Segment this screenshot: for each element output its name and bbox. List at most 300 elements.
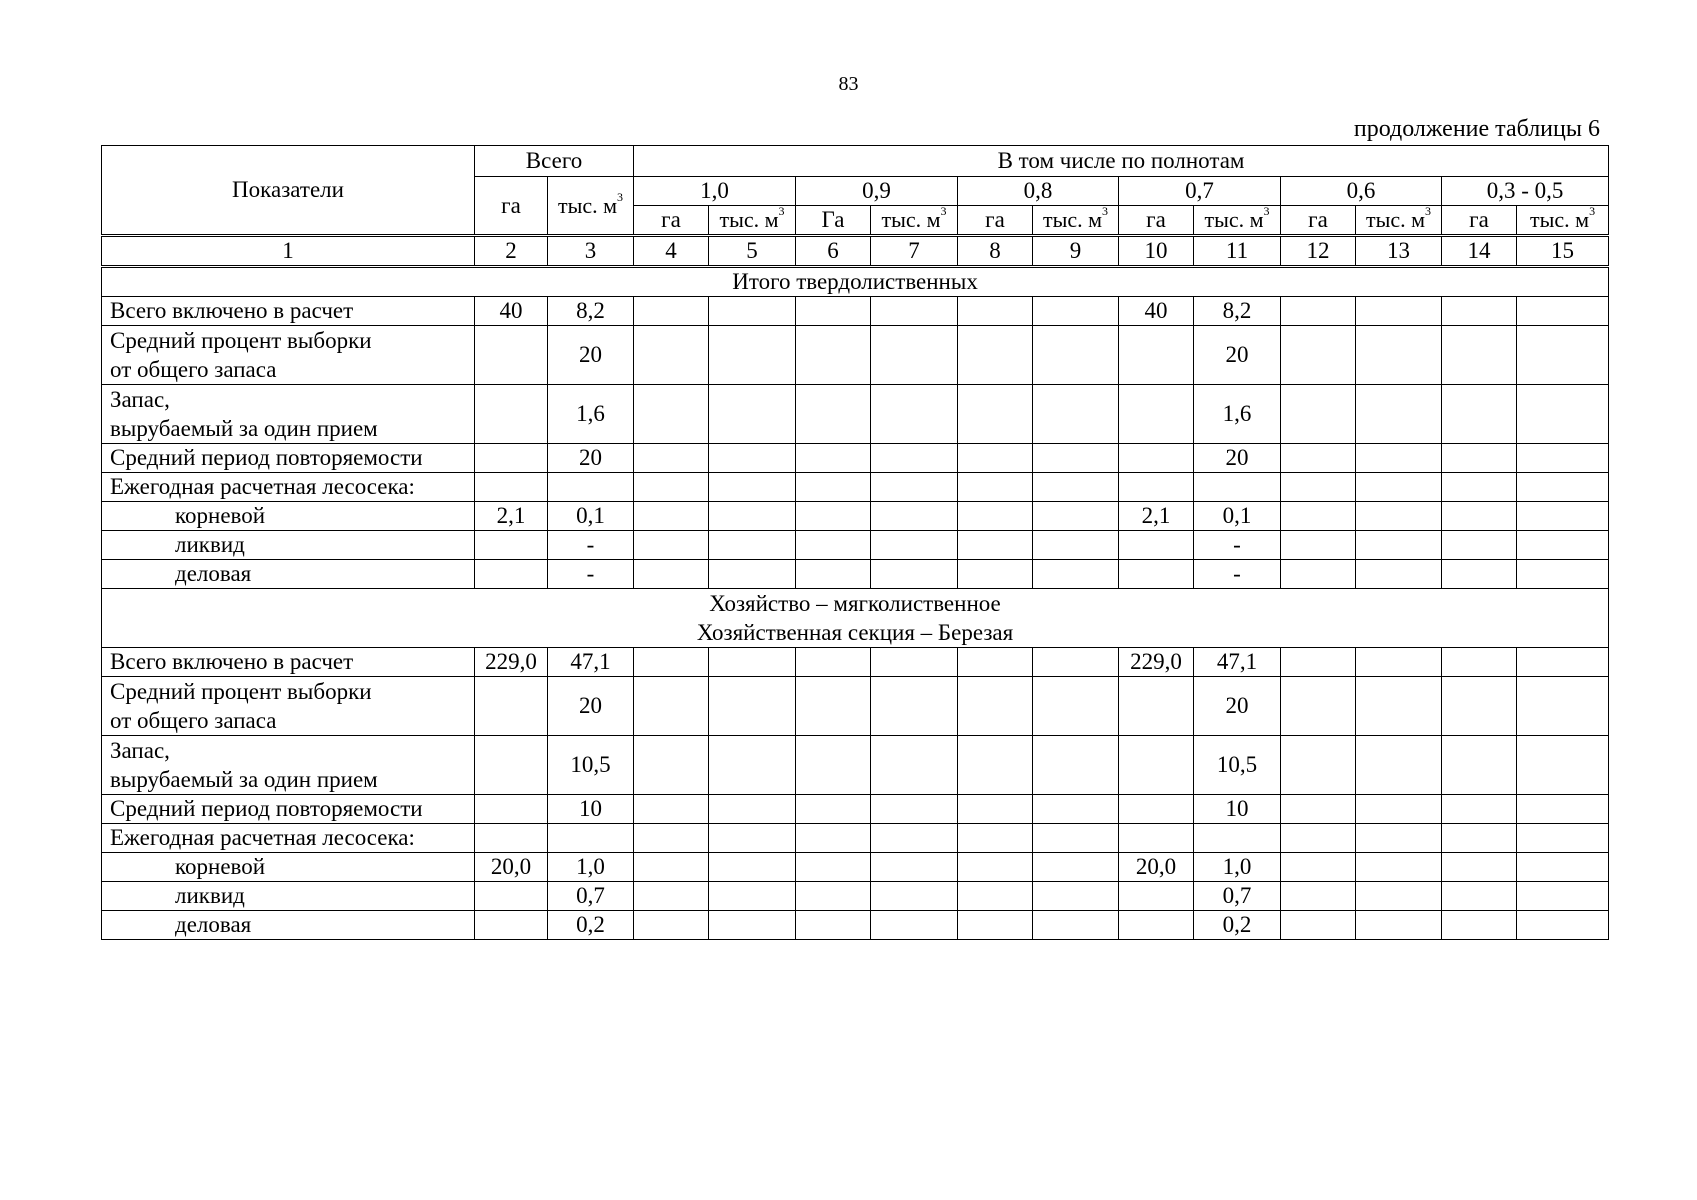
table-cell — [1517, 297, 1609, 326]
table-cell: 1,0 — [1194, 853, 1281, 882]
table-cell — [1194, 473, 1281, 502]
table-cell — [1442, 297, 1517, 326]
row-label: Всего включено в расчет — [102, 648, 475, 677]
section-title — [102, 589, 1609, 648]
table-cell — [1442, 326, 1517, 385]
table-cell — [796, 502, 871, 531]
table-cell — [1119, 824, 1194, 853]
table-cell — [1119, 560, 1194, 589]
column-number: 13 — [1356, 236, 1442, 267]
table-cell: 0,7 — [548, 882, 634, 911]
table-cell — [1442, 677, 1517, 736]
row-label: Ежегодная расчетная лесосека: — [102, 473, 475, 502]
table-row — [102, 648, 1609, 677]
table-cell — [796, 297, 871, 326]
column-number: 7 — [871, 236, 958, 267]
table-cell — [1517, 736, 1609, 795]
table-cell — [1281, 882, 1356, 911]
table-cell — [1442, 795, 1517, 824]
table-cell — [1442, 736, 1517, 795]
table-cell: 2,1 — [1119, 502, 1194, 531]
table-cell — [1517, 531, 1609, 560]
table-cell — [958, 297, 1033, 326]
row-label: Средний период повторяемости — [102, 795, 475, 824]
table-cell — [958, 473, 1033, 502]
density-header: 1,0 — [634, 177, 796, 206]
table-cell — [634, 560, 709, 589]
table-cell — [1356, 560, 1442, 589]
table-cell — [709, 882, 796, 911]
table-cell — [634, 502, 709, 531]
table-cell — [634, 297, 709, 326]
table-cell — [958, 795, 1033, 824]
section-title-text: Итого твердолиственных — [732, 269, 978, 294]
table-cell — [796, 385, 871, 444]
table-cell — [1033, 648, 1119, 677]
table-cell — [1356, 444, 1442, 473]
table-cell — [796, 326, 871, 385]
table-cell — [1517, 502, 1609, 531]
table-cell — [1033, 297, 1119, 326]
table-cell — [871, 385, 958, 444]
section-header-row — [102, 267, 1609, 297]
page-number: 83 — [838, 73, 859, 95]
table-cell: - — [1194, 560, 1281, 589]
row-label: корневой — [102, 502, 475, 531]
section-header-row — [102, 589, 1609, 648]
table-row — [102, 502, 1609, 531]
table-cell — [709, 502, 796, 531]
table-cell — [958, 824, 1033, 853]
table-cell — [1517, 473, 1609, 502]
table-cell — [548, 473, 634, 502]
table-cell — [796, 795, 871, 824]
table-cell: 20,0 — [1119, 853, 1194, 882]
table-cell — [1033, 853, 1119, 882]
table-cell — [1356, 385, 1442, 444]
table-cell — [1033, 824, 1119, 853]
table-cell — [475, 677, 548, 736]
table-cell — [634, 882, 709, 911]
row-label: ликвид — [102, 531, 475, 560]
table-cell — [634, 385, 709, 444]
table-cell — [1119, 736, 1194, 795]
row-label: Средний процент выборки от общего запаса — [102, 326, 475, 385]
table-cell — [634, 824, 709, 853]
table-cell — [871, 297, 958, 326]
table-cell — [796, 531, 871, 560]
table-cell — [709, 473, 796, 502]
table-row — [102, 560, 1609, 589]
table-cell — [958, 444, 1033, 473]
table-cell — [958, 560, 1033, 589]
column-number: 14 — [1442, 236, 1517, 267]
table-cell: 10 — [548, 795, 634, 824]
table-cell — [1033, 560, 1119, 589]
row-label: деловая — [102, 911, 475, 940]
table-row — [102, 444, 1609, 473]
table-cell — [1517, 385, 1609, 444]
table-cell — [1442, 473, 1517, 502]
table-cell: 40 — [475, 297, 548, 326]
table-cell: 8,2 — [548, 297, 634, 326]
table-cell — [1356, 824, 1442, 853]
table-cell — [958, 648, 1033, 677]
table-cell — [1281, 560, 1356, 589]
table-cell — [1033, 473, 1119, 502]
table-cell — [958, 502, 1033, 531]
table-cell — [1033, 911, 1119, 940]
table-cell — [475, 531, 548, 560]
table-cell: - — [1194, 531, 1281, 560]
table-cell — [871, 502, 958, 531]
table-cell — [475, 385, 548, 444]
table-row — [102, 326, 1609, 385]
table-cell — [634, 795, 709, 824]
table-cell — [1442, 502, 1517, 531]
table-cell — [548, 824, 634, 853]
table-header — [102, 146, 1609, 267]
table-cell — [634, 911, 709, 940]
table-cell — [709, 795, 796, 824]
column-number-row — [102, 236, 1609, 267]
table-cell: - — [548, 531, 634, 560]
column-number: 9 — [1033, 236, 1119, 267]
table-cell: 1,6 — [1194, 385, 1281, 444]
table-cell — [1517, 882, 1609, 911]
row-label: Запас, вырубаемый за один прием — [102, 736, 475, 795]
table-cell — [871, 677, 958, 736]
column-number: 11 — [1194, 236, 1281, 267]
table-cell — [958, 736, 1033, 795]
table-cell — [796, 648, 871, 677]
table-cell: 47,1 — [1194, 648, 1281, 677]
unit-volume-header: тыс. $м^3$ — [871, 206, 958, 236]
column-number: 2 — [475, 236, 548, 267]
table-cell — [634, 444, 709, 473]
table-cell — [796, 853, 871, 882]
table-cell — [1033, 677, 1119, 736]
table-cell — [1517, 326, 1609, 385]
table-cell — [871, 648, 958, 677]
table-cell — [1517, 853, 1609, 882]
table-cell — [1281, 824, 1356, 853]
table-cell — [1281, 853, 1356, 882]
table-cell — [958, 326, 1033, 385]
table-cell — [796, 824, 871, 853]
table-row — [102, 531, 1609, 560]
table-cell: 20 — [1194, 326, 1281, 385]
unit-ha-header: га — [1119, 206, 1194, 236]
table-cell: 20 — [1194, 444, 1281, 473]
row-label: Всего включено в расчет — [102, 297, 475, 326]
table-cell — [1033, 882, 1119, 911]
table-cell — [1119, 795, 1194, 824]
table-cell — [1281, 795, 1356, 824]
column-number: 5 — [709, 236, 796, 267]
table-body — [102, 267, 1609, 940]
density-table — [101, 145, 1609, 940]
table-cell — [634, 736, 709, 795]
table-cell: 20 — [548, 444, 634, 473]
table-cell: 1,0 — [548, 853, 634, 882]
table-cell — [1356, 853, 1442, 882]
table-cell: 10 — [1194, 795, 1281, 824]
unit-volume-header: тыс. $м^3$ — [709, 206, 796, 236]
column-number: 1 — [102, 236, 475, 267]
table-cell — [1119, 531, 1194, 560]
table-cell — [709, 444, 796, 473]
table-cell — [1119, 882, 1194, 911]
table-cell — [475, 560, 548, 589]
row-label: Запас, вырубаемый за один прием — [102, 385, 475, 444]
unit-volume-header: тыс. $м^3$ — [1356, 206, 1442, 236]
table-cell — [1356, 297, 1442, 326]
table-cell — [1033, 736, 1119, 795]
table-cell — [475, 736, 548, 795]
table-cell — [1356, 736, 1442, 795]
table-cell — [871, 444, 958, 473]
table-cell — [634, 326, 709, 385]
table-cell — [1517, 911, 1609, 940]
table-cell — [1356, 531, 1442, 560]
table-cell — [958, 911, 1033, 940]
table-cell — [871, 882, 958, 911]
table-cell — [1517, 677, 1609, 736]
table-cell — [634, 853, 709, 882]
table-cell: 40 — [1119, 297, 1194, 326]
unit-ha-header: Га — [796, 206, 871, 236]
table-cell — [1442, 444, 1517, 473]
table-cell — [958, 882, 1033, 911]
table-cell: 10,5 — [1194, 736, 1281, 795]
table-cell — [1356, 648, 1442, 677]
table-row — [102, 736, 1609, 795]
table-cell: 0,7 — [1194, 882, 1281, 911]
table-cell — [871, 326, 958, 385]
table-cell: 20 — [548, 677, 634, 736]
table-cell — [1281, 326, 1356, 385]
table-cell — [475, 911, 548, 940]
density-header: 0,6 — [1281, 177, 1442, 206]
table-cell — [1033, 385, 1119, 444]
table-cell — [634, 677, 709, 736]
table-cell — [1119, 473, 1194, 502]
table-cell — [1281, 648, 1356, 677]
unit-ha-header: га — [958, 206, 1033, 236]
table-cell — [1356, 911, 1442, 940]
table-row — [102, 473, 1609, 502]
table-cell — [871, 736, 958, 795]
table-cell — [1281, 297, 1356, 326]
table-row — [102, 853, 1609, 882]
table-cell — [958, 853, 1033, 882]
header-total-ha: га — [475, 177, 548, 236]
section-title-text: Хозяйство – мягколиственное — [709, 591, 1001, 616]
table-cell — [709, 677, 796, 736]
table-cell — [1119, 677, 1194, 736]
table-cell — [871, 853, 958, 882]
unit-ha-header: га — [634, 206, 709, 236]
table-cell: 47,1 — [548, 648, 634, 677]
column-number: 6 — [796, 236, 871, 267]
section-title — [102, 267, 1609, 297]
table-cell — [1442, 560, 1517, 589]
table-cell: 229,0 — [475, 648, 548, 677]
table-cell — [475, 444, 548, 473]
table-cell — [871, 560, 958, 589]
table-cell — [1281, 531, 1356, 560]
table-cell — [475, 326, 548, 385]
table-cell — [709, 385, 796, 444]
section-subtitle-text: Хозяйственная секция – Березая — [696, 620, 1014, 645]
table-cell — [1517, 560, 1609, 589]
table-row — [102, 824, 1609, 853]
row-label: Ежегодная расчетная лесосека: — [102, 824, 475, 853]
row-label: Средний период повторяемости — [102, 444, 475, 473]
table-cell — [709, 736, 796, 795]
table-cell — [1281, 736, 1356, 795]
table-cell — [1442, 648, 1517, 677]
table-cell — [796, 911, 871, 940]
table-cell — [958, 677, 1033, 736]
table-cell — [709, 824, 796, 853]
table-row — [102, 882, 1609, 911]
table-cell — [1517, 444, 1609, 473]
column-number: 15 — [1517, 236, 1609, 267]
table-cell: 8,2 — [1194, 297, 1281, 326]
table-cell — [634, 531, 709, 560]
unit-volume-header: тыс. $м^3$ — [1033, 206, 1119, 236]
table-cell — [1442, 911, 1517, 940]
table-cell — [1517, 795, 1609, 824]
table-cell: 0,2 — [1194, 911, 1281, 940]
table-cell — [1033, 444, 1119, 473]
table-cell — [1281, 502, 1356, 531]
table-cell — [1033, 502, 1119, 531]
table-cell: 20 — [1194, 677, 1281, 736]
table-cell — [1442, 882, 1517, 911]
table-cell: 20 — [548, 326, 634, 385]
table-cell — [1119, 326, 1194, 385]
table-cell: 10,5 — [548, 736, 634, 795]
column-number: 10 — [1119, 236, 1194, 267]
table-cell: 0,1 — [548, 502, 634, 531]
table-cell — [796, 677, 871, 736]
table-cell — [1119, 385, 1194, 444]
table-cell — [1356, 882, 1442, 911]
table-cell — [1356, 502, 1442, 531]
table-row — [102, 795, 1609, 824]
table-cell: 0,1 — [1194, 502, 1281, 531]
table-cell — [1356, 677, 1442, 736]
column-number: 8 — [958, 236, 1033, 267]
density-header: 0,8 — [958, 177, 1119, 206]
table-cell — [796, 444, 871, 473]
table-cell — [1356, 795, 1442, 824]
column-number: 4 — [634, 236, 709, 267]
header-total: Всего — [475, 146, 634, 177]
table-cell — [1517, 648, 1609, 677]
table-cell — [796, 736, 871, 795]
table-cell — [709, 531, 796, 560]
table-cell — [796, 882, 871, 911]
row-label: Средний процент выборки от общего запаса — [102, 677, 475, 736]
table-cell — [634, 473, 709, 502]
table-row — [102, 297, 1609, 326]
unit-ha-header: га — [1442, 206, 1517, 236]
unit-volume-header: тыс. $м^3$ — [1194, 206, 1281, 236]
table-cell — [1356, 473, 1442, 502]
table-cell — [1033, 795, 1119, 824]
density-header: 0,3 - 0,5 — [1442, 177, 1609, 206]
table-cell — [1442, 824, 1517, 853]
table-cell — [1517, 824, 1609, 853]
table-cell — [1281, 473, 1356, 502]
table-cell — [1442, 385, 1517, 444]
table-cell — [1119, 911, 1194, 940]
table-cell — [796, 560, 871, 589]
table-cell — [709, 297, 796, 326]
table-cell — [871, 911, 958, 940]
table-cell — [1033, 326, 1119, 385]
table-cell — [475, 824, 548, 853]
table-cell: 20,0 — [475, 853, 548, 882]
table-cell — [1442, 853, 1517, 882]
table-cell — [709, 560, 796, 589]
table-cell — [709, 911, 796, 940]
table-cell — [1281, 385, 1356, 444]
table-cell — [1281, 677, 1356, 736]
table-cell: 229,0 — [1119, 648, 1194, 677]
table-row — [102, 677, 1609, 736]
table-cell — [709, 853, 796, 882]
density-header: 0,9 — [796, 177, 958, 206]
table-cell — [871, 824, 958, 853]
density-header: 0,7 — [1119, 177, 1281, 206]
table-cell — [1442, 531, 1517, 560]
row-label: деловая — [102, 560, 475, 589]
table-cell — [709, 326, 796, 385]
table-cell — [1281, 911, 1356, 940]
table-row — [102, 385, 1609, 444]
table-cell — [958, 385, 1033, 444]
table-cell — [871, 795, 958, 824]
table-cell — [475, 795, 548, 824]
table-cell — [1119, 444, 1194, 473]
table-cell — [958, 531, 1033, 560]
table-cell: 0,2 — [548, 911, 634, 940]
table-cell — [634, 648, 709, 677]
header-total-volume: тыс. $м^3$ — [548, 177, 634, 236]
unit-ha-header: га — [1281, 206, 1356, 236]
header-indicators: Показатели — [102, 146, 475, 236]
table-row — [102, 911, 1609, 940]
table-cell — [796, 473, 871, 502]
table-cell: 1,6 — [548, 385, 634, 444]
row-label: корневой — [102, 853, 475, 882]
table-cell — [709, 648, 796, 677]
continuation-label: продолжение таблицы 6 — [1353, 116, 1600, 142]
table-cell — [475, 882, 548, 911]
table-cell: 2,1 — [475, 502, 548, 531]
table-cell — [475, 473, 548, 502]
table-cell — [871, 531, 958, 560]
row-label: ликвид — [102, 882, 475, 911]
table-cell — [1356, 326, 1442, 385]
column-number: 3 — [548, 236, 634, 267]
header-by-density: В том числе по полнотам — [634, 146, 1609, 177]
